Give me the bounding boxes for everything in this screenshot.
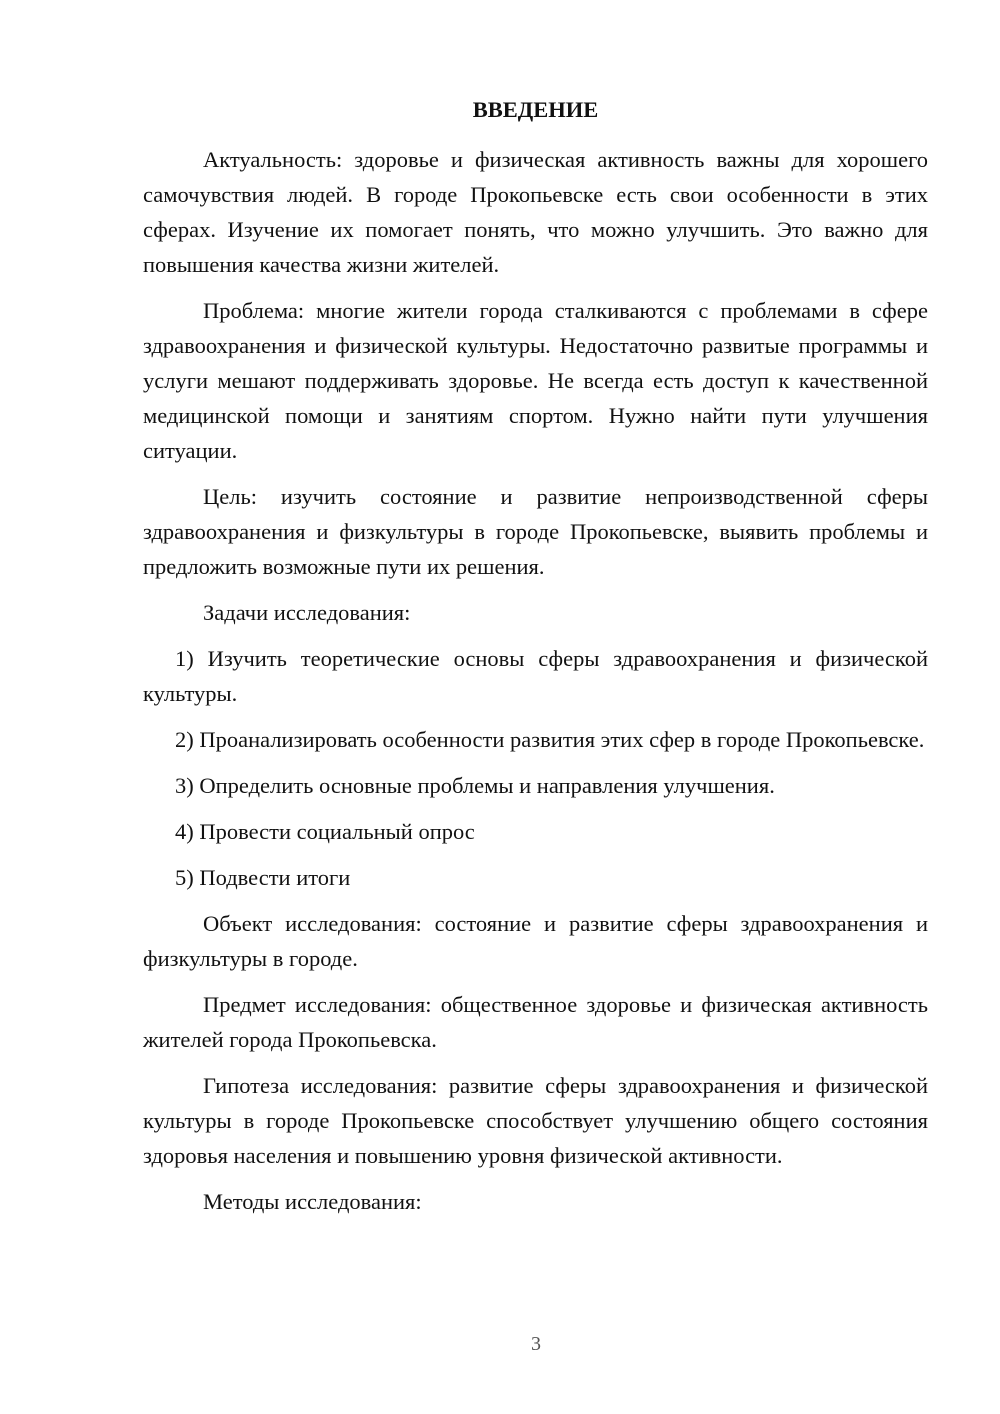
- task-item-3: 3) Определить основные проблемы и направления улучшения.: [175, 773, 775, 798]
- paragraph-subject: Предмет исследования: общественное здоровье и физическая активность жителей города Прокопьевска.: [143, 992, 928, 1052]
- paragraph-tasks-heading: Задачи исследования:: [203, 600, 411, 625]
- paragraph-goal: Цель: изучить состояние и развитие непроизводственной сферы здравоохранения и физкультуры в городе Прокопьевске, выявить проблемы и предложить возможные пути их решения.: [143, 484, 928, 579]
- task-item-2: 2) Проанализировать особенности развития этих сфер в городе Прокопьевске.: [175, 727, 925, 752]
- paragraph-relevance: Актуальность: здоровье и физическая активность важны для хорошего самочувствия людей. В городе Прокопьевске есть свои особенности в этих сферах. Изучение их помогает понять, что можно улучшить. Это важно для повышения качества жизни жителей.: [143, 147, 928, 277]
- task-item-4: 4) Провести социальный опрос: [175, 819, 475, 844]
- section-title: ВВЕДЕНИЕ: [472, 97, 599, 122]
- task-item-1: 1) Изучить теоретические основы сферы здравоохранения и физической культуры.: [143, 646, 928, 706]
- page-number: 3: [531, 1333, 541, 1355]
- paragraph-problem: Проблема: многие жители города сталкиваются с проблемами в сфере здравоохранения и физической культуры. Недостаточно развитые программы и услуги мешают поддерживать здоровье. Не всегда есть доступ к качественной медицинской помощи и занятиям спортом. Нужно найти пути улучшения ситуации.: [143, 298, 928, 463]
- paragraph-object: Объект исследования: состояние и развитие сферы здравоохранения и физкультуры в городе.: [143, 911, 928, 971]
- paragraph-methods: Методы исследования:: [203, 1189, 422, 1214]
- paragraph-hypothesis: Гипотеза исследования: развитие сферы здравоохранения и физической культуры в городе Прокопьевске способствует улучшению общего состояния здоровья населения и повышению уровня физической активности.: [143, 1073, 928, 1168]
- document-page: [143, 92, 928, 1230]
- task-item-5: 5) Подвести итоги: [175, 865, 351, 890]
